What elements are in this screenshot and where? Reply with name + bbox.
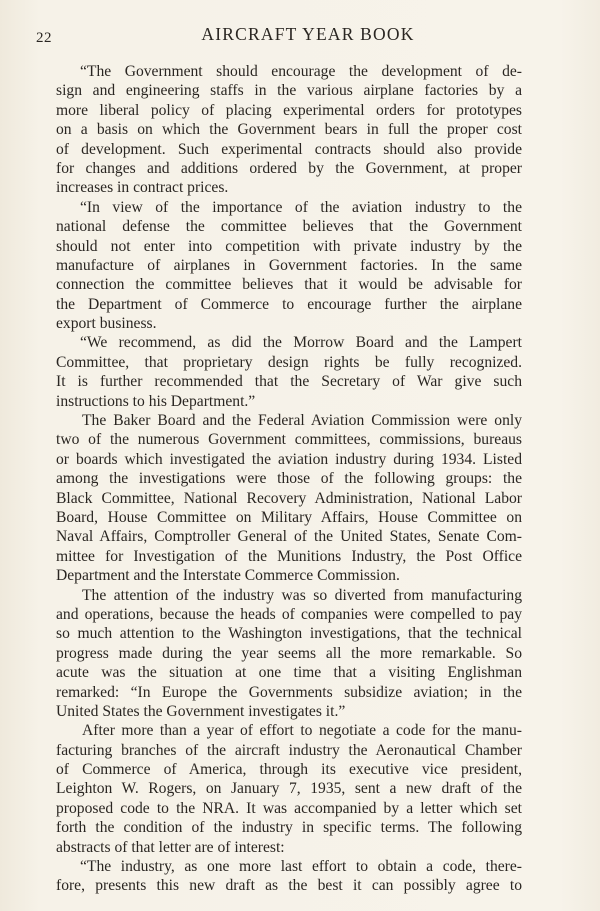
text-line: the Department of Commerce to encourage further the airplane: [56, 295, 522, 313]
text-line: proposed code to the NRA. It was accompanied by a letter which set: [56, 799, 522, 817]
text-line: export business.: [56, 315, 157, 333]
text-line: “The industry, as one more last effort to obtain a code, there-: [80, 858, 522, 876]
text-line: two of the numerous Government committees, commissions, bureaus: [56, 431, 522, 449]
text-line: United States the Government investigates it.”: [56, 702, 346, 720]
text-line: instructions to his Department.”: [56, 392, 256, 410]
text-line: Leighton W. Rogers, on January 7, 1935, sent a new draft of the: [56, 780, 522, 798]
text-line: The Baker Board and the Federal Aviation Commission were only: [82, 412, 522, 430]
text-line: The attention of the industry was so diverted from manufacturing: [82, 586, 522, 604]
body-text: [56, 62, 522, 896]
text-line: “In view of the importance of the aviation industry to the: [80, 198, 522, 216]
text-line: Department and the Interstate Commerce Commission.: [56, 567, 400, 585]
text-line: sign and engineering staffs in the various airplane factories by a: [56, 82, 522, 100]
text-line: so much attention to the Washington investigations, that the technical: [56, 625, 522, 643]
text-line: Naval Affairs, Comptroller General of the United States, Senate Com-: [56, 528, 522, 546]
page-header: [36, 22, 550, 46]
text-line: After more than a year of effort to negotiate a code for the manu-: [82, 722, 522, 740]
text-line: national defense the committee believes that the Government: [56, 218, 522, 236]
text-line: Board, House Committee on Military Affairs, House Committee on: [56, 508, 522, 526]
text-line: acute was the situation at one time that a visiting Englishman: [56, 664, 522, 682]
text-line: It is further recommended that the Secretary of War give such: [56, 373, 522, 391]
text-line: and operations, because the heads of companies were compelled to pay: [56, 605, 522, 623]
text-line: for changes and additions ordered by the Government, at proper: [56, 159, 522, 177]
text-line: “We recommend, as did the Morrow Board and the Lampert: [80, 334, 522, 352]
text-line: fore, presents this new draft as the best it can possibly agree to: [56, 877, 522, 895]
text-line: or boards which investigated the aviation industry during 1934. Listed: [56, 450, 522, 468]
text-line: forth the condition of the industry in specific terms. The following: [56, 819, 522, 837]
text-line: abstracts of that letter are of interest:: [56, 838, 285, 856]
text-line: connection the committee believes that it would be advisable for: [56, 276, 522, 294]
text-line: among the investigations were those of the following groups: the: [56, 470, 522, 488]
text-line: on a basis on which the Government bears in full the proper cost: [56, 121, 522, 139]
text-line: progress made during the year seems all the more remarkable. So: [56, 644, 522, 662]
text-line: of Commerce of America, through its executive vice president,: [56, 761, 522, 779]
text-line: mittee for Investigation of the Munitions Industry, the Post Office: [56, 547, 522, 565]
text-line: “The Government should encourage the development of de-: [80, 63, 522, 80]
text-line: manufacture of airplanes in Government factories. In the same: [56, 256, 522, 274]
text-line: should not enter into competition with private industry by the: [56, 237, 522, 255]
text-line: facturing branches of the aircraft industry the Aeronautical Chamber: [56, 741, 522, 759]
text-line: increases in contract prices.: [56, 179, 229, 197]
text-line: remarked: “In Europe the Governments subsidize aviation; in the: [56, 683, 522, 701]
running-title: AIRCRAFT YEAR BOOK: [201, 24, 415, 44]
text-line: Committee, that proprietary design rights be fully recognized.: [56, 353, 522, 371]
text-line: Black Committee, National Recovery Administration, National Labor: [56, 489, 522, 507]
text-line: more liberal policy of placing experimental orders for prototypes: [56, 101, 522, 119]
page-number: 22: [36, 30, 52, 46]
text-line: of development. Such experimental contracts should also provide: [56, 140, 522, 158]
